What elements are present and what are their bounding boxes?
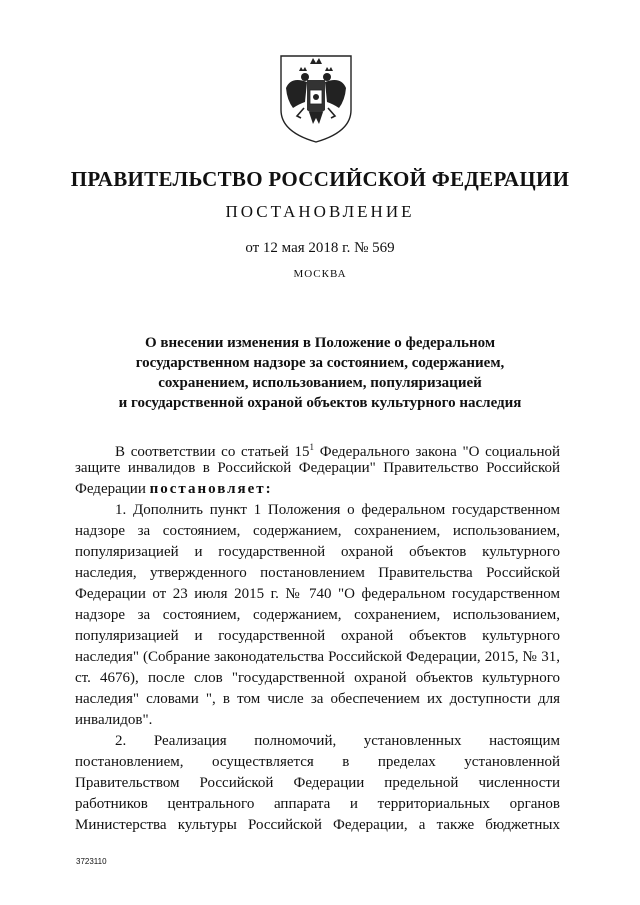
body-line: Правительством Российской Федерации предельной численности <box>75 775 560 791</box>
text-span: В соответствии со статьей 15 <box>115 444 310 460</box>
body-line: защите инвалидов в Российской Федерации" Правительство Российской <box>75 460 560 476</box>
document-title <box>0 333 640 413</box>
body-line: инвалидов". <box>75 712 153 728</box>
body-line: ст. 4676), после слов "государственной охраной объектов культурного <box>75 670 560 686</box>
document-type: ПОСТАНОВЛЕНИЕ <box>225 202 415 221</box>
body-line: работников центрального аппарата и территориальных органов <box>75 796 560 812</box>
title-line: государственном надзоре за состоянием, содержанием, <box>135 355 505 371</box>
body-line: надзоре за состоянием, содержанием, сохранением, использованием, <box>75 607 560 623</box>
body-line <box>75 479 560 499</box>
body-line: популяризацией и государственной охраной объектов культурного <box>75 628 560 644</box>
title-line: и государственной охраной объектов культурного наследия <box>118 395 522 411</box>
coat-of-arms-emblem <box>277 52 355 144</box>
body-line: 1. Дополнить пункт 1 Положения о федеральном государственном <box>115 502 560 518</box>
text-span: Федерации <box>75 481 150 497</box>
body-line: Министерства культуры Российской Федерации, а также бюджетных <box>75 817 560 833</box>
body-line: надзоре за состоянием, содержанием, сохранением, использованием, <box>75 523 560 539</box>
text-span: Федерального закона "О социальной <box>314 444 561 460</box>
organization-title: ПРАВИТЕЛЬСТВО РОССИЙСКОЙ ФЕДЕРАЦИИ <box>70 167 570 191</box>
document-date-number: от 12 мая 2018 г. № 569 <box>245 240 395 256</box>
body-line: наследия" словами ", в том числе за обеспечением их доступности для <box>75 691 560 707</box>
body-line: наследия" (Собрание законодательства Российской Федерации, 2015, № 31, <box>75 649 560 665</box>
superscript: 1 <box>309 442 315 452</box>
body-line: 2. Реализация полномочий, установленных настоящим <box>115 733 560 749</box>
title-line: О внесении изменения в Положение о федеральном <box>144 335 496 351</box>
document-city: МОСКВА <box>293 268 347 280</box>
body-line: наследия, утвержденного постановлением Правительства Российской <box>75 565 560 581</box>
body-line: постановлением, осуществляется в пределах установленной <box>75 754 560 770</box>
decree-keyword: постановляет: <box>149 481 273 497</box>
body-line: Федерации от 23 июля 2015 г. № 740 "О федеральном государственном <box>75 586 560 602</box>
body-line: популяризацией и государственной охраной объектов культурного <box>75 544 560 560</box>
title-line: сохранением, использованием, популяризацией <box>158 375 482 391</box>
footer-code: 3723110 <box>76 857 107 866</box>
